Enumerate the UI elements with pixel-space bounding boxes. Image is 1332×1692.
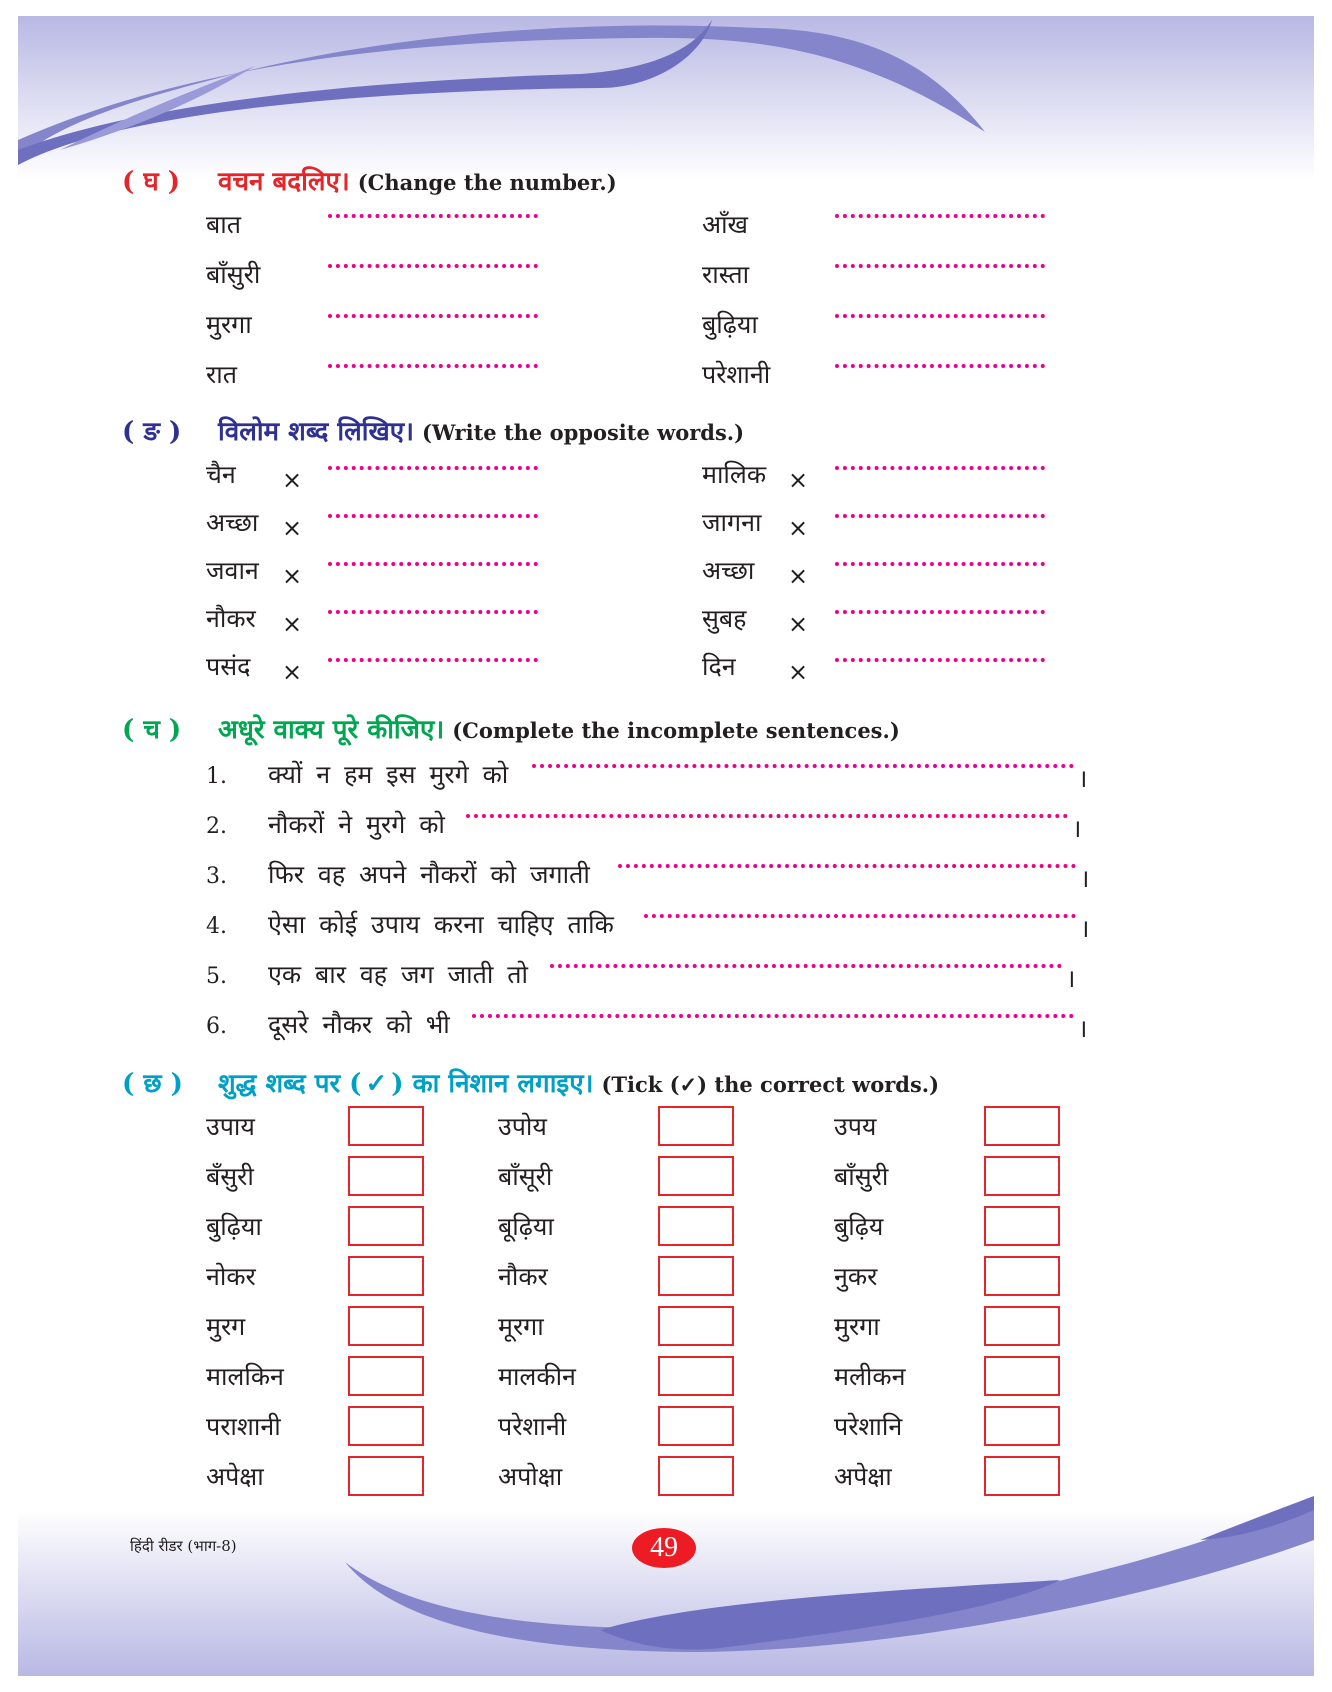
cross-icon: × — [282, 562, 303, 590]
nga-right-answer-line[interactable] — [835, 658, 1045, 662]
page-number: 49 — [632, 1528, 696, 1568]
sentence-answer-line[interactable] — [550, 964, 1062, 968]
tick-mark-icon: ✓ — [365, 1069, 388, 1099]
tick-box[interactable] — [984, 1156, 1060, 1196]
chha-word: बूढ़िया — [498, 1212, 554, 1241]
chha-word: अपेक्षा — [834, 1462, 892, 1491]
chha-word: अपेक्षा — [206, 1462, 264, 1491]
cross-icon: × — [282, 610, 303, 638]
gha-left-word: बात — [206, 210, 242, 239]
sentence-number: 2. — [206, 814, 227, 839]
nga-right-word: सुबह — [702, 604, 747, 633]
sentence-answer-line[interactable] — [532, 764, 1074, 768]
cross-icon: × — [788, 562, 809, 590]
tick-box[interactable] — [984, 1306, 1060, 1346]
nga-right-word: जागना — [702, 508, 762, 537]
section-nga-title-hindi: विलोम शब्द लिखिए। — [218, 417, 414, 447]
nga-left-answer-line[interactable] — [328, 658, 538, 662]
nga-left-word: चैन — [206, 460, 236, 489]
nga-left-word: पसंद — [206, 652, 251, 681]
chha-word: अपोक्षा — [498, 1462, 563, 1491]
chha-word: बुढ़िया — [206, 1212, 262, 1241]
chha-word: मूरगा — [498, 1312, 544, 1341]
cross-icon: × — [788, 610, 809, 638]
gha-right-word: आँख — [702, 210, 749, 239]
cross-icon: × — [788, 466, 809, 494]
chha-word: मालकीन — [498, 1362, 576, 1391]
tick-box[interactable] — [348, 1156, 424, 1196]
sentence-text: फिर वह अपने नौकरों को जगाती — [268, 860, 590, 889]
section-gha-title-hindi: वचन बदलिए। — [218, 167, 350, 197]
section-chha-marker: ( छ ) — [122, 1069, 183, 1099]
section-gha-heading — [122, 162, 617, 198]
section-nga-heading — [122, 412, 744, 448]
chha-word: उपय — [834, 1112, 877, 1141]
sentence-number: 6. — [206, 1014, 227, 1039]
chha-word: बुढ़िय — [834, 1212, 884, 1241]
chha-word: मलीकन — [834, 1362, 906, 1391]
section-cha-marker: ( च ) — [122, 715, 182, 745]
chha-word: बाँसूरी — [498, 1162, 553, 1191]
nga-right-word: मालिक — [702, 460, 767, 489]
chha-word: उपोय — [498, 1112, 547, 1141]
chha-word: नोकर — [206, 1262, 256, 1291]
gha-right-word: रास्ता — [702, 260, 750, 289]
chha-word: बँसुरी — [206, 1162, 254, 1191]
section-nga-title-english: (Write the opposite words.) — [421, 420, 745, 445]
section-gha-title-english: (Change the number.) — [357, 170, 617, 195]
sentence-text: क्यों न हम इस मुरगे को — [268, 760, 509, 789]
tick-box[interactable] — [984, 1256, 1060, 1296]
sentence-end-danda: । — [1066, 964, 1076, 993]
nga-left-answer-line[interactable] — [328, 514, 538, 518]
sentence-text: एक बार वह जग जाती तो — [268, 960, 529, 989]
sentence-text: नौकरों ने मुरगे को — [268, 810, 445, 839]
tick-box[interactable] — [984, 1456, 1060, 1496]
sentence-text: दूसरे नौकर को भी — [268, 1010, 450, 1039]
nga-right-answer-line[interactable] — [835, 514, 1045, 518]
chha-word: मुरग — [206, 1312, 246, 1341]
tick-box[interactable] — [658, 1206, 734, 1246]
cross-icon: × — [282, 466, 303, 494]
sentence-number: 5. — [206, 964, 227, 989]
tick-box[interactable] — [348, 1256, 424, 1296]
tick-box[interactable] — [984, 1406, 1060, 1446]
chha-word: उपाय — [206, 1112, 255, 1141]
chha-word: परेशानी — [498, 1412, 567, 1441]
chha-word: परेशानि — [834, 1412, 903, 1441]
nga-left-word: अच्छा — [206, 508, 259, 537]
gha-left-answer-line[interactable] — [328, 264, 538, 268]
chha-word: बाँसुरी — [834, 1162, 889, 1191]
sentence-answer-line[interactable] — [472, 1014, 1074, 1018]
sentence-end-danda: । — [1080, 914, 1090, 943]
sentence-answer-line[interactable] — [644, 914, 1076, 918]
nga-right-word: अच्छा — [702, 556, 755, 585]
nga-right-answer-line[interactable] — [835, 610, 1045, 614]
tick-box[interactable] — [984, 1106, 1060, 1146]
cross-icon: × — [788, 658, 809, 686]
section-chha-title-english: (Tick (✓) the correct words.) — [601, 1072, 940, 1097]
gha-left-answer-line[interactable] — [328, 214, 538, 218]
tick-box[interactable] — [658, 1406, 734, 1446]
nga-left-answer-line[interactable] — [328, 562, 538, 566]
tick-box[interactable] — [348, 1206, 424, 1246]
tick-box[interactable] — [348, 1456, 424, 1496]
cross-icon: × — [282, 658, 303, 686]
cross-icon: × — [282, 514, 303, 542]
tick-box[interactable] — [658, 1456, 734, 1496]
gha-right-word: बुढ़िया — [702, 310, 758, 339]
sentence-answer-line[interactable] — [618, 864, 1076, 868]
gha-right-answer-line[interactable] — [835, 364, 1045, 368]
tick-box[interactable] — [984, 1356, 1060, 1396]
nga-left-word: नौकर — [206, 604, 256, 633]
tick-box[interactable] — [348, 1306, 424, 1346]
cross-icon: × — [788, 514, 809, 542]
gha-right-answer-line[interactable] — [835, 314, 1045, 318]
section-cha-title-hindi: अधूरे वाक्य पूरे कीजिए। — [218, 715, 445, 745]
book-title: हिंदी रीडर (भाग-8) — [130, 1537, 237, 1555]
nga-right-word: दिन — [702, 652, 736, 681]
sentence-end-danda: । — [1078, 1014, 1088, 1043]
chha-word: मुरगा — [834, 1312, 880, 1341]
gha-right-word: परेशानी — [702, 360, 771, 389]
sentence-number: 3. — [206, 864, 227, 889]
bottom-swoosh-decoration — [0, 1480, 1332, 1692]
tick-box[interactable] — [658, 1356, 734, 1396]
tick-box[interactable] — [658, 1156, 734, 1196]
gha-left-answer-line[interactable] — [328, 364, 538, 368]
sentence-end-danda: । — [1078, 764, 1088, 793]
section-chha-title-hindi-b: ) का निशान लगाइए। — [391, 1069, 594, 1099]
gha-left-word: बाँसुरी — [206, 260, 261, 289]
nga-left-answer-line[interactable] — [328, 466, 538, 470]
gha-left-word: मुरगा — [206, 310, 252, 339]
tick-box[interactable] — [348, 1356, 424, 1396]
sentence-end-danda: । — [1072, 814, 1082, 843]
nga-right-answer-line[interactable] — [835, 466, 1045, 470]
tick-box[interactable] — [658, 1106, 734, 1146]
tick-box[interactable] — [658, 1256, 734, 1296]
nga-left-answer-line[interactable] — [328, 610, 538, 614]
gha-left-answer-line[interactable] — [328, 314, 538, 318]
sentence-text: ऐसा कोई उपाय करना चाहिए ताकि — [268, 910, 614, 939]
tick-box[interactable] — [984, 1206, 1060, 1246]
tick-box[interactable] — [348, 1406, 424, 1446]
tick-box[interactable] — [658, 1306, 734, 1346]
nga-right-answer-line[interactable] — [835, 562, 1045, 566]
chha-word: पराशानी — [206, 1412, 281, 1441]
sentence-end-danda: । — [1080, 864, 1090, 893]
section-chha-heading — [122, 1064, 939, 1100]
chha-word: मालकिन — [206, 1362, 284, 1391]
section-cha-title-english: (Complete the incomplete sentences.) — [452, 718, 900, 743]
gha-right-answer-line[interactable] — [835, 264, 1045, 268]
section-chha-title-hindi-a: शुद्ध शब्द पर ( — [218, 1069, 362, 1099]
tick-box[interactable] — [348, 1106, 424, 1146]
sentence-number: 1. — [206, 764, 227, 789]
section-gha-marker: ( घ ) — [122, 167, 181, 197]
section-nga-marker: ( ङ ) — [122, 417, 182, 447]
gha-left-word: रात — [206, 360, 237, 389]
nga-left-word: जवान — [206, 556, 259, 585]
chha-word: नुकर — [834, 1262, 878, 1291]
sentence-answer-line[interactable] — [466, 814, 1068, 818]
chha-word: नौकर — [498, 1262, 548, 1291]
section-cha-heading — [122, 710, 900, 746]
sentence-number: 4. — [206, 914, 227, 939]
gha-right-answer-line[interactable] — [835, 214, 1045, 218]
